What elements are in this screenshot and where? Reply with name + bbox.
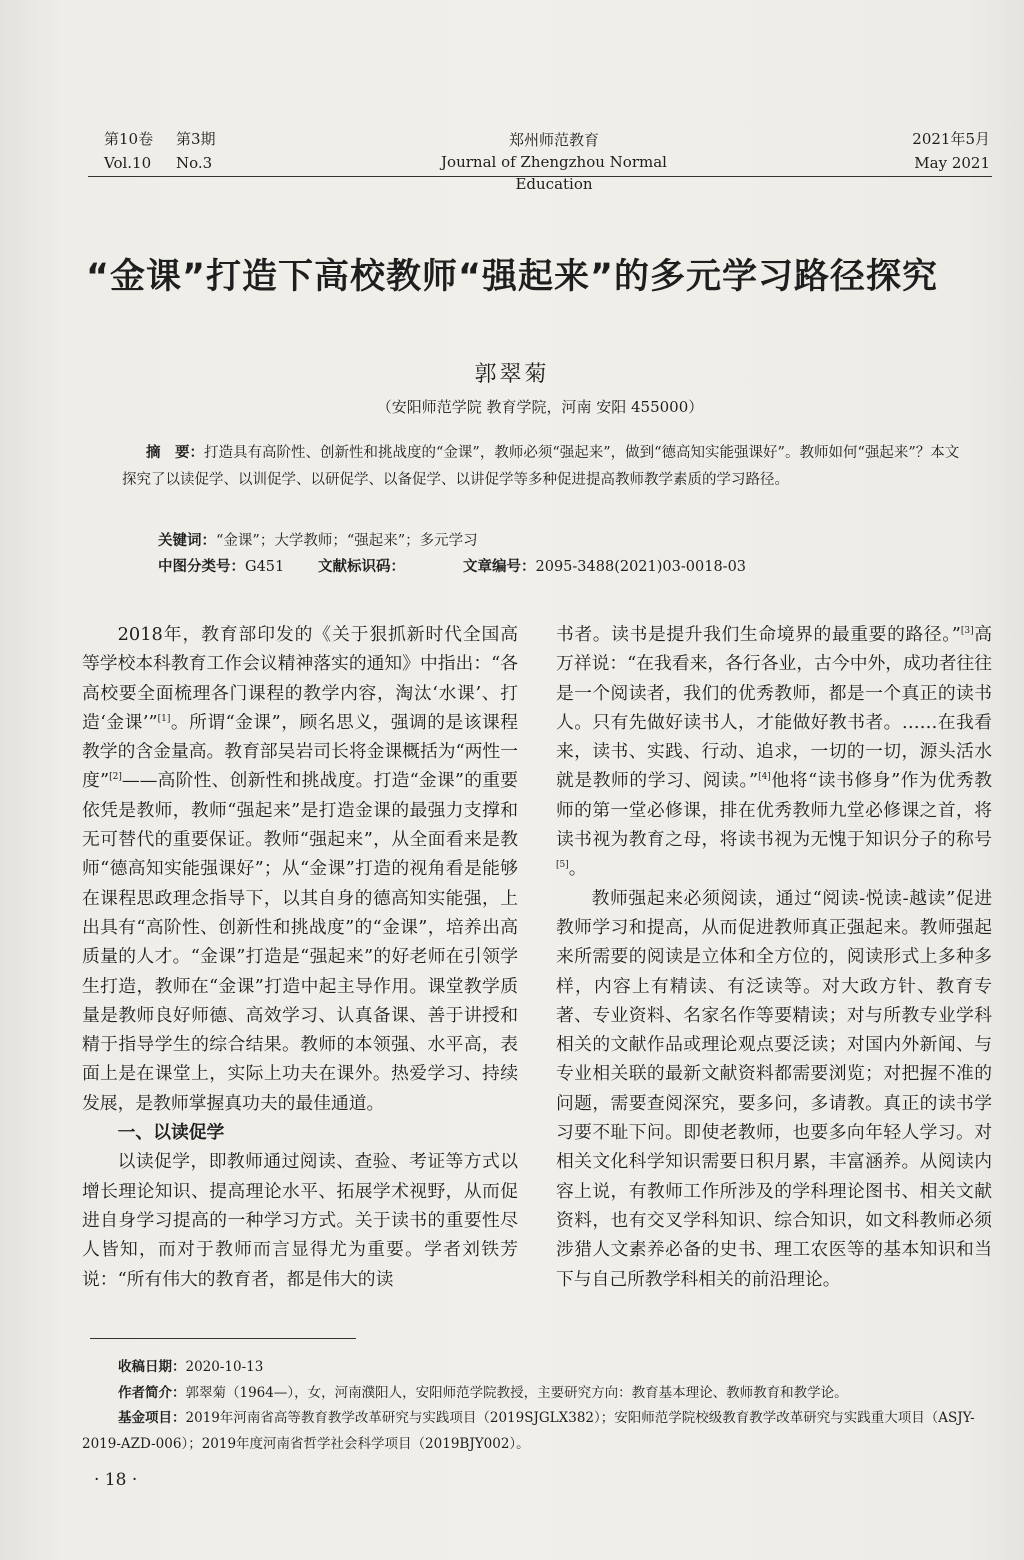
article-number: 2095-3488(2021)03-0018-03 [535, 559, 747, 575]
keywords-text: “金课”；大学教师；“强起来”；多元学习 [216, 533, 478, 549]
fund-info [82, 1406, 992, 1457]
body-column-left [82, 620, 518, 1294]
author-affiliation: （安阳师范学院 教育学院，河南 安阳 455000） [376, 398, 704, 416]
text-run: 他将“读书修身”作为优秀教师的第一堂必修课，排在优秀教师九堂必修课之首，将读书视为教育之母，将读书视为无愧于知识分子的称号 [556, 770, 992, 851]
body-paragraph: 以读促学，即教师通过阅读、查验、考证等方式以增长理论知识、提高理论水平、拓展学术视野，从而促进自身学习提高的一种学习方式。关于读书的重要性尽人皆知，而对于教师而言显得尤为重要。学者刘铁芳说：“所有伟大的教育者，都是伟大的读 [82, 1151, 518, 1290]
citation-ref: [1] [157, 713, 171, 724]
journal-name-cn: 郑州师范教育 [508, 131, 599, 149]
clc-label: 中图分类号： [158, 559, 245, 575]
received-date [82, 1355, 992, 1381]
issue-date [912, 127, 990, 175]
clc-code: G451 [245, 559, 285, 575]
received-value: 2020-10-13 [185, 1359, 264, 1375]
footnotes [82, 1355, 992, 1457]
body-paragraph [82, 620, 518, 1118]
citation-ref: [5] [556, 860, 569, 871]
bio-label: 作者简介： [118, 1384, 186, 1401]
doc-code-label: 文献标识码： [318, 559, 405, 575]
fund-label: 基金项目： [118, 1410, 186, 1426]
citation-ref: [2] [109, 772, 122, 783]
classification-line [158, 556, 747, 578]
text-run: ——高阶性、创新性和挑战度。打造“金课”的重要依凭是教师，教师“强起来”是打造金课的最强力支撑和无可替代的重要保证。教师“强起来”，从全面看来是教师“德高知实能强课好”；从“金课”打造的视角看是能够在课程思政理念指导下，以其自身的德高知实能强，上出具有“高阶性、创新性和挑战度”的“金课”，培养出高质量的人才。“金课”打造是“强起来”的好老师在引领学生打造，教师在“金课”打造中起主导作用。课堂教学质量是教师良好师德、高效学习、认真备课、善于讲授和精于指导学生的综合结果。教师的本领强、水平高，表面上是在课堂上，实际上功夫在课外。热爱学习、持续发展，是教师掌握真功夫的最佳通道。 [82, 770, 518, 1114]
keywords [158, 530, 478, 552]
text-run: 。 [568, 858, 587, 880]
citation-ref: [3] [960, 626, 974, 636]
issue-cn: 第3期 [176, 130, 216, 148]
text-run: 高万祥说：“在我看来，各行各业，古今中外，成功者往往是一个阅读者，我们的优秀教师，都是一个真正的读书人。只有先做好读书人，才能做好教书者。……在我看来，读书、实践、行动、追求，一切的一切，源头活水就是教师的学习、阅读。” [556, 624, 992, 792]
body-paragraph [556, 620, 992, 884]
page-number: · 18 · [94, 1470, 138, 1490]
journal-name [404, 129, 704, 195]
received-label: 收稿日期： [118, 1359, 186, 1375]
volume-issue [104, 127, 216, 175]
volume-en: Vol.10 [104, 154, 152, 172]
article-title: “金课”打造下高校教师“强起来”的多元学习路径探究 [85, 257, 938, 297]
date-en: May 2021 [914, 154, 990, 172]
body-paragraph: 教师强起来必须阅读，通过“阅读-悦读-越读”促进教师学习和提高，从而促进教师真正强起来。教师强起来所需要的阅读是立体和全方位的，阅读形式上多种多样，内容上有精读、有泛读等。对大政方针、教育专著、专业资料、名家名作等要精读；对与所教专业学科相关的文献作品或理论观点要泛读；对国内外新闻、与专业相关联的最新文献资料都需要浏览；对把握不准的问题，需要查阅深究，要多问，多请教。真正的读书学习要不耻下问。即使老教师，也要多向年轻人学习。对相关文化科学知识需要日积月累，丰富涵养。从阅读内容上说，有教师工作所涉及的学科理论图书、相关文献资料，也有交叉学科知识、综合知识，如文科教师必须涉猎人文素养必备的史书、理工农医等的基本知识和当下与自己所教学科相关的前沿理论。 [556, 887, 992, 1290]
abstract [122, 440, 962, 493]
citation-ref: [4] [758, 772, 771, 783]
bio-value: 郭翠菊（1964—），女，河南濮阳人，安阳师范学院教授，主要研究方向：教育基本理论、教师教育和教学论。 [185, 1384, 848, 1401]
text-run: 2018年，教育部印发的《关于狠抓新时代全国高等学校本科教育工作会议精神落实的通知》中指出：“各高校要全面梳理各门课程的教学内容，淘汰‘水课’、打造‘金课’” [82, 624, 518, 733]
text-run: 书者。读书是提升我们生命境界的最重要的路径。” [556, 624, 961, 645]
issue-en: No.3 [176, 154, 213, 172]
text-run: 。所谓“金课”，顾名思义，强调的是该课程教学的含金量高。教育部吴岩司长将金课概括为“两性一度” [82, 711, 518, 792]
running-header [104, 127, 990, 193]
fund-value: 2019年河南省高等教育教学改革研究与实践项目（2019SJGLX382）；安阳师范学院校级教育教学改革研究与实践重大项目（ASJY-2019-AZD-006）；2019年度河南省哲学社会科学项目（2019BJY002）。 [82, 1410, 975, 1452]
footnote-rule [90, 1338, 356, 1339]
volume-cn: 第10卷 [104, 130, 154, 148]
abstract-text: 打造具有高阶性、创新性和挑战度的“金课”，教师必须“强起来”，做到“德高知实能强课好”。教师如何“强起来”？本文探究了以读促学、以训促学、以研促学、以备促学、以讲促学等多种促进提高教师教学素质的学习路径。 [122, 445, 960, 488]
author-bio [82, 1381, 992, 1407]
article-number-label: 文章编号： [463, 559, 536, 575]
section-heading: 一、以读促学 [117, 1122, 225, 1144]
header-rule [88, 176, 992, 177]
body-column-right [556, 620, 992, 1294]
abstract-label: 摘 要： [146, 445, 204, 461]
journal-name-en: Journal of Zhengzhou Normal Education [441, 153, 667, 193]
author-name: 郭翠菊 [474, 362, 550, 387]
keywords-label: 关键词： [158, 533, 216, 549]
date-cn: 2021年5月 [912, 130, 990, 148]
